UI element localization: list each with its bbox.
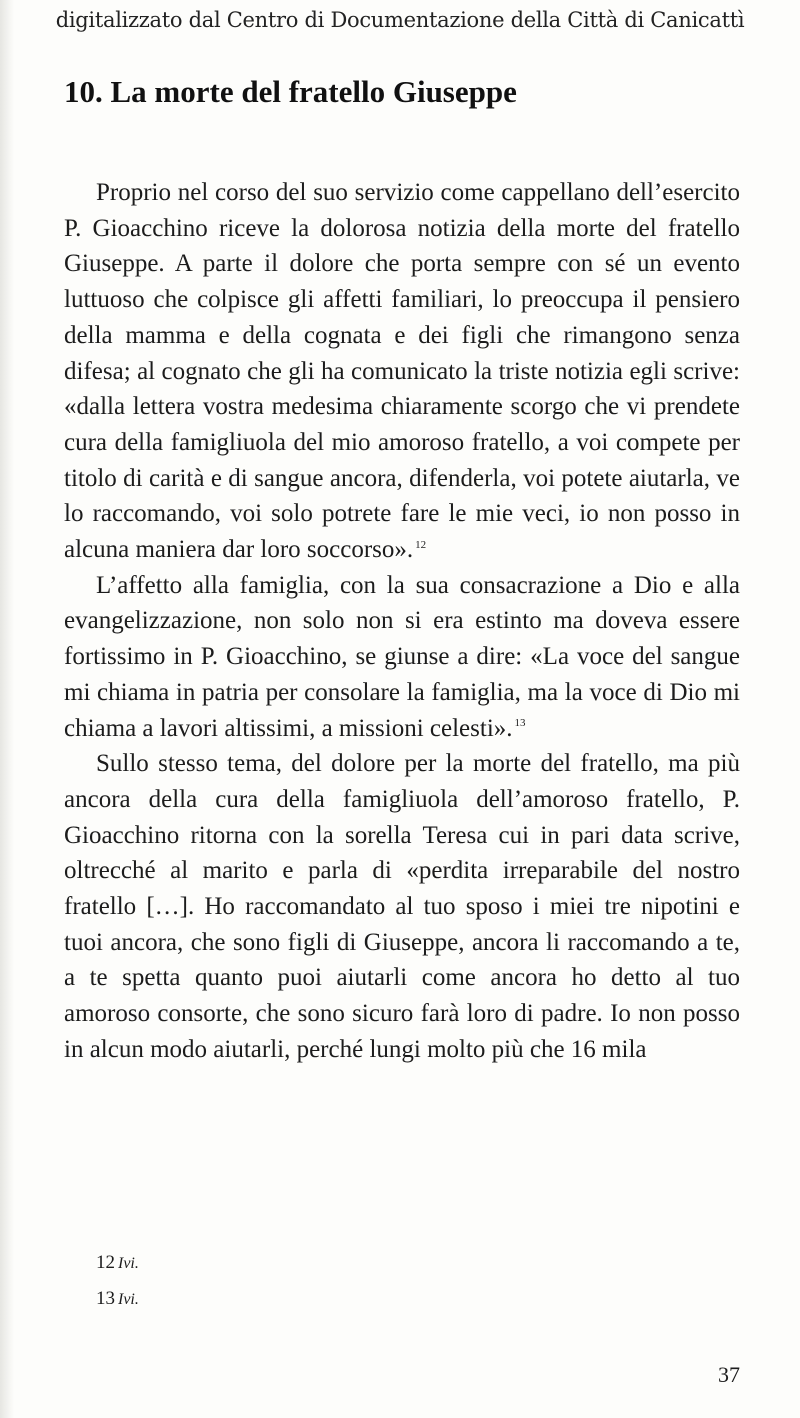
footnote <box>96 1252 139 1274</box>
paragraph <box>64 175 740 568</box>
paragraph-text: Sullo stesso tema, del dolore per la morte del fratello, ma più ancora della cura della famigliuola dell’amoroso fratello, P. Gioacchino ritorna con la sorella Teresa cui in pari data scrive, oltrecché al marito e parla di «perdita irreparabile del nostro fratello […]. Ho raccomandato al tuo sposo i miei tre nipotini e tuoi ancora, che sono figli di Giuseppe, ancora li raccomando a te, a te spetta quanto puoi aiutarli come ancora ho detto al tuo amoroso consorte, che sono sicuro farà loro di padre. Io non posso in alcun modo aiutarli, perché lungi molto più che 16 mila <box>64 750 740 1063</box>
paragraph <box>64 746 740 1067</box>
paragraph-text: L’affetto alla famiglia, con la sua consacrazione a Dio e alla evangelizzazione, non solo non si era estinto ma doveva essere fortissimo in P. Gioacchino, se giunse a dire: «La voce del sangue mi chiama in patria per consolare la famiglia, ma la voce di Dio mi chiama a lavori altissimi, a missioni celesti». <box>64 571 740 742</box>
footnote-number: 12 <box>96 1252 115 1273</box>
page-number: 37 <box>718 1362 740 1387</box>
body-text <box>64 175 740 1068</box>
footnote-reference: 13 <box>514 717 526 730</box>
footnote-number: 13 <box>96 1288 115 1309</box>
chapter-title: 10. La morte del fratello Giuseppe <box>64 74 517 109</box>
footnote-text: Ivi. <box>118 1255 139 1272</box>
page-edge-shadow <box>0 0 14 1418</box>
digitization-watermark: digitalizzato dal Centro di Documentazione della Città di Canicattì <box>55 8 745 32</box>
footnote <box>96 1288 139 1310</box>
footnote-reference: 12 <box>415 538 427 551</box>
paragraph-text: Proprio nel corso del suo servizio come cappellano dell’esercito P. Gioacchino riceve la dolorosa notizia della morte del fratello Giuseppe. A parte il dolore che porta sempre con sé un evento luttuoso che colpisce gli affetti familiari, lo preoccupa il pensiero della mamma e della cognata e dei figli che rimangono senza difesa; al cognato che gli ha comunicato la triste notizia egli scrive: «dalla lettera vostra medesima chiaramente scorgo che vi prendete cura della famigliuola del mio amoroso fratello, a voi compete per titolo di carità e di sangue ancora, difenderla, voi potete aiutarla, ve lo raccomando, voi solo potrete fare le mie veci, io non posso in alcuna maniera dar loro soccorso». <box>64 179 740 564</box>
footnotes <box>96 1252 139 1324</box>
paragraph <box>64 568 740 747</box>
footnote-text: Ivi. <box>118 1291 139 1308</box>
